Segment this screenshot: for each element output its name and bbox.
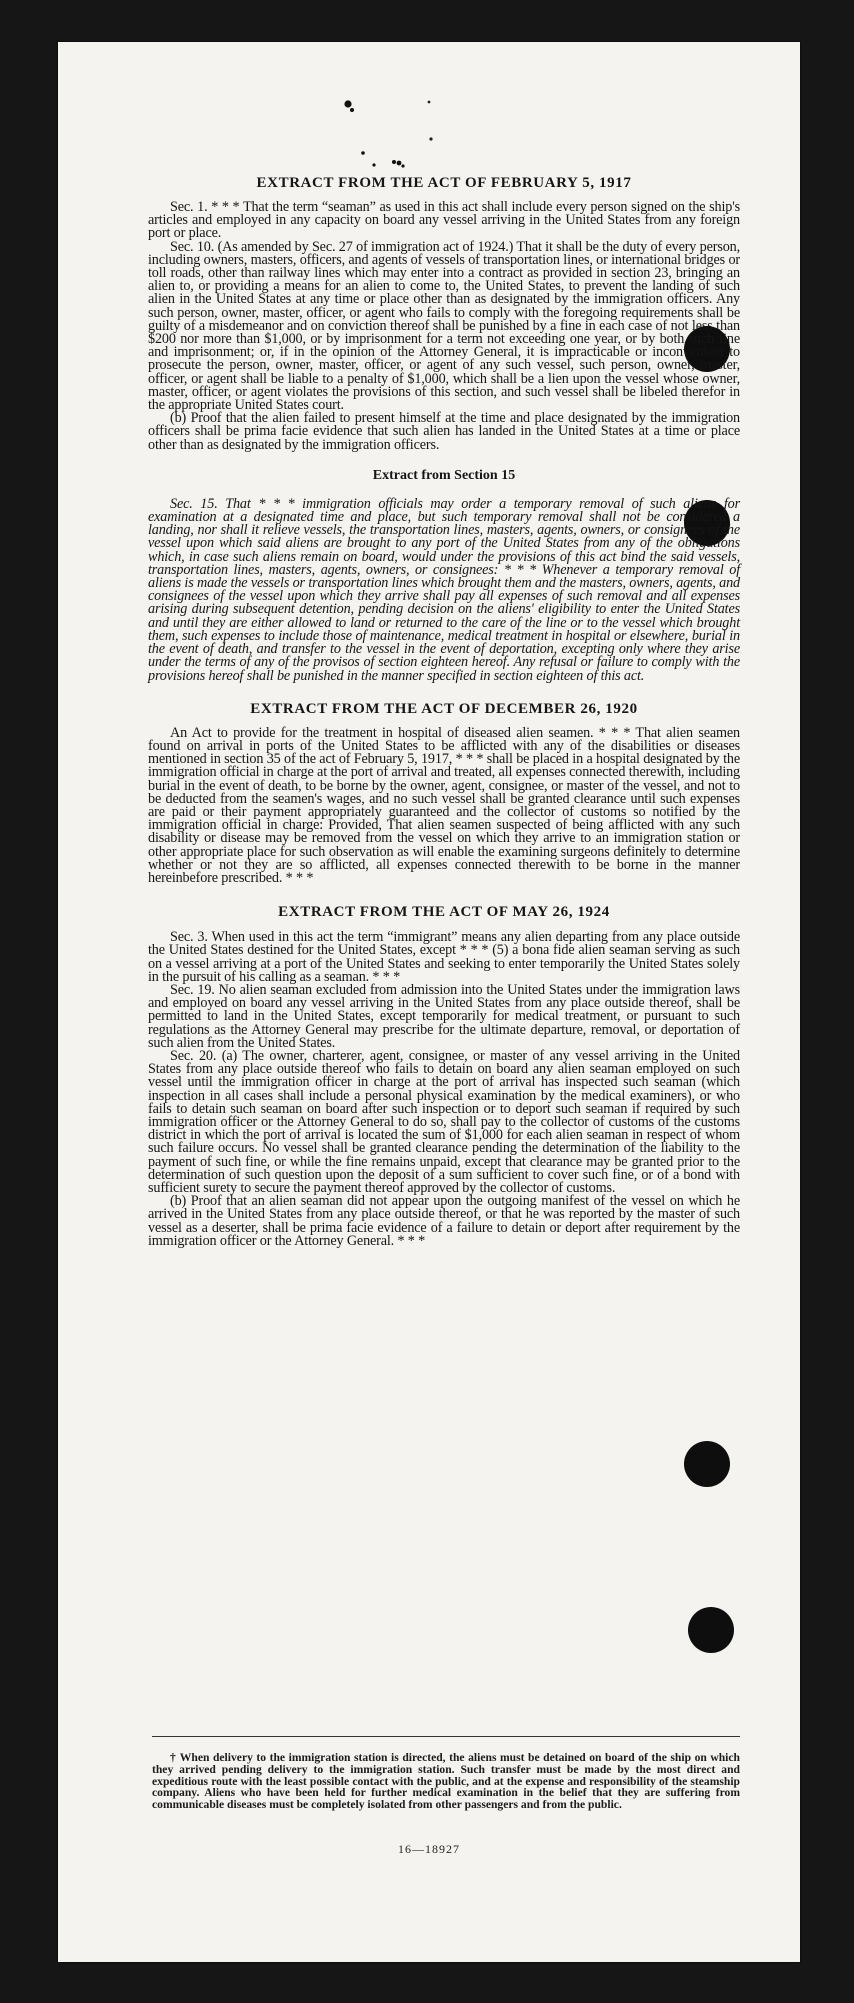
section-heading: EXTRACT FROM THE ACT OF MAY 26, 1924 xyxy=(278,904,610,921)
paragraph: Sec. 3. When used in this act the term “immigrant” means any alien departing from any place outside the United States destined for the United States, except * * * (5) a bona fide alien seaman serving as such on a vessel arriving at a port of the United States and seeking to enter temporarily the United States solely in the pursuit of his calling as a seaman. * * * xyxy=(148,929,740,985)
paragraph: Sec. 20. (a) The owner, charterer, agent, consignee, or master of any vessel arriving in the United States from any place outside thereof who fails to detain on board any alien seaman employed on such vessel until the immigration officer in charge at the port of arrival has inspected such seaman (which inspection in all cases shall include a personal physical examination by the medical examiners), or who fails to detain such seaman on board after such inspection or to deport such seaman if required by such immigration officer or the Attorney General to do so, shall pay to the collector of customs of the customs district in which the port of arrival is located the sum of $1,000 for each alien seaman in respect of whom such failure occurs. No vessel shall be granted clearance pending the determination of the liability to the payment of such fine, or while the fine remains unpaid, except that clearance may be granted prior to the determination of such question upon the deposit of a sum sufficient to cover such fine, or of a bond with sufficient surety to secure the payment thereof approved by the collector of customs. xyxy=(148,1047,740,1196)
punch-hole xyxy=(688,1607,734,1653)
document-body xyxy=(148,42,740,1248)
paragraph: Sec. 15. That * * * immigration officials may order a temporary removal of such aliens for examination at a designated time and place, but such temporary removal shall not be considered a landing, nor shall it relieve vessels, the transportation lines, masters, agents, owners, or consignees of the vessel upon which said aliens are brought to any port of the United States from any of the obligations which, in case such aliens remain on board, would under the provisions of this act bind the said vessels, transportation lines, masters, agents, owners, or consignees: * * * Whenever a temporary removal of aliens is made the vessels or transportation lines which brought them and the masters, owners, agents, and consignees of the vessel upon which they arrive shall pay all expenses of such removal and all expenses arising during subsequent detention, pending decision on the aliens' eligibility to enter the United States and until they are either allowed to land or returned to the care of the line or to the vessel which brought them, such expenses to include those of maintenance, medical treatment in hospital or elsewhere, burial in the event of death, and transfer to the vessel in the event of deportation, excepting only where they arise under the terms of any of the provisos of section eighteen hereof. Any refusal or failure to comply with the provisions hereof shall be punished in the manner specified in section eighteen of this act. xyxy=(148,495,740,684)
section-heading: EXTRACT FROM THE ACT OF DECEMBER 26, 1920 xyxy=(250,700,638,717)
paragraph: An Act to provide for the treatment in hospital of diseased alien seamen. * * * That alien seamen found on arrival in ports of the United States to be afflicted with any of the disabilities or diseases mentioned in section 35 of the act of February 5, 1917, * * * shall be placed in a hospital designated by the immigration official in charge at the port of arrival and treated, all expenses connected therewith, including burial in the event of death, to be borne by the owner, agent, consignee, or master of the vessel, and not to be deducted from the seamen's wages, and no such vessel shall be granted clearance until such expenses are paid or their payment appropriately guaranteed and the collector of customs so notified by the immigration official in charge: Provided, That alien seamen suspected of being afflicted with any such disability or disease may be removed from the vessel on which they arrive to an immigration station or other appropriate place for such observation as will enable the examining surgeons definitely to determine whether or not they are so afflicted, all expenses connected therewith to be borne in the manner hereinbefore prescribed. * * * xyxy=(148,724,740,886)
section-subheading: Extract from Section 15 xyxy=(372,467,516,483)
footnote: † When delivery to the immigration station is directed, the aliens must be detained on board of the ship on which they arrived pending delivery to the immigration station. Such transfer must be made by the most direct and expeditious route with the least possible contact with the public, and at the expense and responsibility of the steamship company. Aliens who have been held for further medical examination in the belief that they are suffering from communicable diseases must be completely isolated from other passengers and from the public. xyxy=(152,1751,740,1812)
paragraph: Sec. 19. No alien seaman excluded from admission into the United States under the immigration laws and employed on board any vessel arriving in the United States from any place outside thereof, shall be permitted to land in the United States, except temporarily for medical treatment, or pursuant to such regulations as the Attorney General may prescribe for the ultimate departure, removal, or deportation of such alien from the United States. xyxy=(148,981,740,1051)
paragraph: Sec. 1. * * * That the term “seaman” as used in this act shall include every person signed on the ship's articles and employed in any capacity on board any vessel arriving in the United States from any foreign port or place. xyxy=(148,199,740,242)
footnote-divider xyxy=(152,1736,740,1737)
section-heading: EXTRACT FROM THE ACT OF FEBRUARY 5, 1917 xyxy=(256,175,632,191)
paragraph: (b) Proof that an alien seaman did not appear upon the outgoing manifest of the vessel on which he arrived in the United States from any place outside thereof, or that he was reported by the master of such vessel as a deserter, shall be prima facie evidence of a failure to detain or deport after requirement by the immigration officer or the Attorney General. * * * xyxy=(148,1193,740,1249)
form-number: 16—18927 xyxy=(398,1842,460,1856)
paragraph: Sec. 10. (As amended by Sec. 27 of immigration act of 1924.) That it shall be the duty of every person, including owners, masters, officers, and agents of vessels of transportation lines, or international bridges or toll roads, other than railway lines which may enter into a contract as provided in section 23, bringing an alien to, or providing a means for an alien to come to, the United States, to prevent the landing of such alien in the United States at any time or place other than as designated by the immigration officers. Any such person, owner, master, officer, or agent who fails to comply with the foregoing requirements shall be guilty of a misdemeanor and on conviction thereof shall be punished by a fine in each case of not less than $200 nor more than $1,000, or by imprisonment for a term not exceeding one year, or by both such fine and imprisonment; or, if in the opinion of the Attorney General, it is impracticable or inconvenient to prosecute the person, owner, master, officer, or agent of any such vessel, such person, owner, master, officer, or agent shall be liable to a penalty of $1,000, which shall be a lien upon the vessel whose owner, master, officer, or agent violates the provisions of this section, and such vessel shall be libeled therefor in the appropriate United States court. xyxy=(148,238,740,414)
punch-hole xyxy=(684,1441,730,1487)
paragraph: (b) Proof that the alien failed to present himself at the time and place designated by the immigration officers shall be prima facie evidence that such alien has landed in the United States at a time or place other than as designated by the immigration officers. xyxy=(148,410,740,453)
document-page xyxy=(58,42,800,1962)
